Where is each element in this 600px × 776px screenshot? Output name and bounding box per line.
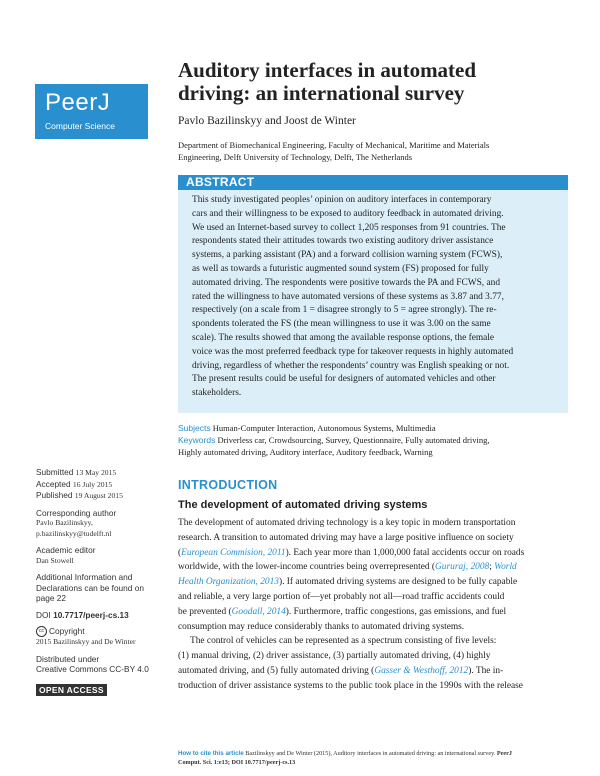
- body-line: (European Commision, 2011). Each year more than 1,000,000 fatal accidents occur on roads: [178, 547, 525, 558]
- keywords-line-1: Driverless car, Crowdsourcing, Survey, Questionnaire, Fully automated driving,: [217, 435, 490, 445]
- subjects-keywords: [178, 422, 578, 458]
- license-link[interactable]: Creative Commons CC-BY 4.0: [36, 664, 149, 675]
- abstract-line: systems, a parking assistant (PA) and a forward collision warning system (FCWS),: [192, 250, 503, 261]
- abstract-line: respectively (on a scale from 1 = disagree strongly to 5 = agree strongly). The re-: [192, 305, 497, 316]
- subjects-text: Human-Computer Interaction, Autonomous Systems, Multimedia: [212, 423, 436, 433]
- logo-section: Computer Science: [45, 121, 115, 131]
- body-line: (1) manual driving, (2) driver assistance, (3) partially automated driving, (4) highly: [178, 651, 491, 662]
- abstract-line: driving, regardless of whether the respondents’ country was English speaking or not.: [192, 360, 510, 371]
- journal-name: PeerJ: [496, 750, 512, 757]
- abstract-line: voice was the most preferred feedback type for takeover requests in highly automated: [192, 346, 514, 357]
- corresponding-email[interactable]: p.bazilinskyy@tudelft.nl: [36, 528, 112, 538]
- abstract-line: We used an Internet-based survey to collect 1,205 responses from 91 countries. The: [192, 222, 506, 233]
- abstract-line: spondents tolerated the FS (the mean willingness to use it was 3.00 on the same: [192, 319, 491, 330]
- body-line: The control of vehicles can be represented as a spectrum consisting of five levels:: [190, 636, 497, 647]
- citation-link[interactable]: Goodall, 2014: [231, 606, 286, 617]
- published-date: 19 August 2015: [74, 491, 123, 500]
- citation-link[interactable]: Health Organization, 2013: [178, 577, 279, 588]
- paper-title: [178, 59, 498, 105]
- abstract-line: This study investigated peoples’ opinion on auditory interfaces in contemporary: [192, 195, 492, 205]
- body-line: be prevented (Goodall, 2014). Furthermore, traffic congestions, gas emissions, and fuel: [178, 606, 507, 617]
- distributed-line-1: Distributed under: [36, 653, 100, 664]
- abstract-text: [192, 194, 558, 401]
- citation-footer: [178, 749, 578, 767]
- cite-journal-ref: Comput. Sci. 1:e13; DOI 10.7717/peerj-cs.13: [178, 759, 296, 766]
- peerj-logo: [35, 84, 148, 139]
- subjects-label: Subjects: [178, 423, 211, 433]
- additional-info-line-1[interactable]: Additional Information and: [36, 572, 133, 582]
- body-line: troduction of driver assistance systems to the public took place in the 1990s with the release: [178, 680, 523, 691]
- abstract-line: rated the willingness to have automated versions of these systems as 3.87 and 3.77,: [192, 291, 504, 302]
- copyright-label: Copyright: [49, 626, 85, 636]
- affiliation-line-2: Engineering, Delft University of Technology, Delft, The Netherlands: [178, 152, 413, 162]
- citation-link[interactable]: Gasser & Westhoff, 2012: [374, 665, 469, 676]
- body-line: research. A transition to automated driving may have a large positive influence on society: [178, 532, 514, 543]
- body-line: Health Organization, 2013). If automated driving systems are designed to be fully capable: [178, 577, 518, 588]
- abstract-line: respondents stated their attitudes towards two existing auditory driver assistance: [192, 236, 494, 247]
- submitted-label: Submitted: [36, 467, 74, 477]
- cite-text: Bazilinskyy and De Winter (2015), Auditory interfaces in automated driving: an international survey.: [243, 750, 497, 757]
- how-to-cite-label: How to cite this article: [178, 750, 244, 757]
- introduction-heading: INTRODUCTION: [178, 478, 278, 492]
- doi-label: DOI: [36, 609, 51, 620]
- open-access-badge: OPEN ACCESS: [36, 684, 107, 697]
- affiliation: [178, 139, 578, 163]
- title-line-2: driving: an international survey: [178, 81, 465, 105]
- editor-name: Dan Stowell: [36, 555, 74, 565]
- body-line: worldwide, with the lower-income countries being overrepresented (Gururaj, 2008; World: [178, 562, 517, 573]
- affiliation-line-1: Department of Biomechanical Engineering, Faculty of Mechanical, Maritime and Materials: [178, 140, 490, 150]
- accepted-date: 16 July 2015: [72, 479, 113, 489]
- published-label: Published: [36, 490, 73, 500]
- abstract-line: cars and their willingness to be exposed to auditory feedback in automated driving.: [192, 208, 504, 219]
- body-line: The development of automated driving technology is a key topic in modern transportation: [178, 518, 516, 528]
- abstract-line: The present results could be useful for designers of automated vehicles and other: [192, 374, 496, 385]
- editor-label: Academic editor: [36, 545, 96, 555]
- submitted-date: 13 May 2015: [75, 468, 117, 477]
- corresponding-label: Corresponding author: [36, 507, 117, 518]
- abstract-heading: ABSTRACT: [186, 175, 255, 189]
- citation-link[interactable]: World: [494, 562, 517, 573]
- body-line: automated driving, and (5) fully automated driving (Gasser & Westhoff, 2012). The in-: [178, 665, 504, 676]
- section-subheading: The development of automated driving systems: [178, 499, 428, 511]
- additional-info-line-2[interactable]: Declarations can be found on: [36, 582, 144, 593]
- abstract-line: automated driving. The respondents were positive towards the PA and FCWS, and: [192, 277, 501, 288]
- keywords-line-2: Highly automated driving, Auditory interface, Auditory feedback, Warning: [178, 447, 433, 457]
- copyright-text: 2015 Bazilinskyy and De Winter: [36, 637, 136, 647]
- abstract-line: scale). The results showed that among the available response options, the female: [192, 332, 495, 343]
- additional-info-line-3[interactable]: page 22: [36, 593, 66, 603]
- accepted-label: Accepted: [36, 478, 71, 489]
- abstract-line: stakeholders.: [192, 388, 242, 399]
- article-sidebar: [36, 467, 161, 696]
- body-text: [178, 516, 578, 694]
- citation-link[interactable]: Gururaj, 2008: [435, 562, 490, 573]
- title-line-1: Auditory interfaces in automated: [178, 58, 477, 82]
- body-line: consumption may reduce considerably thanks to automated driving systems.: [178, 621, 465, 632]
- cc-icon: cc: [36, 626, 47, 637]
- logo-brand: PeerJ: [45, 89, 111, 116]
- citation-link[interactable]: European Commision, 2011: [181, 547, 286, 558]
- authors: Pavlo Bazilinskyy and Joost de Winter: [178, 115, 356, 127]
- abstract-heading-bar: [178, 175, 568, 190]
- body-line: and reliable, a very large portion of—yet probably not all—road traffic accidents could: [178, 591, 505, 602]
- corresponding-name: Pavlo Bazilinskyy,: [36, 518, 93, 527]
- abstract-line: as well as towards a futuristic augmented sound system (FS) proposed for fully: [192, 263, 489, 274]
- keywords-label: Keywords: [178, 435, 216, 445]
- doi-link[interactable]: 10.7717/peerj-cs.13: [53, 609, 129, 620]
